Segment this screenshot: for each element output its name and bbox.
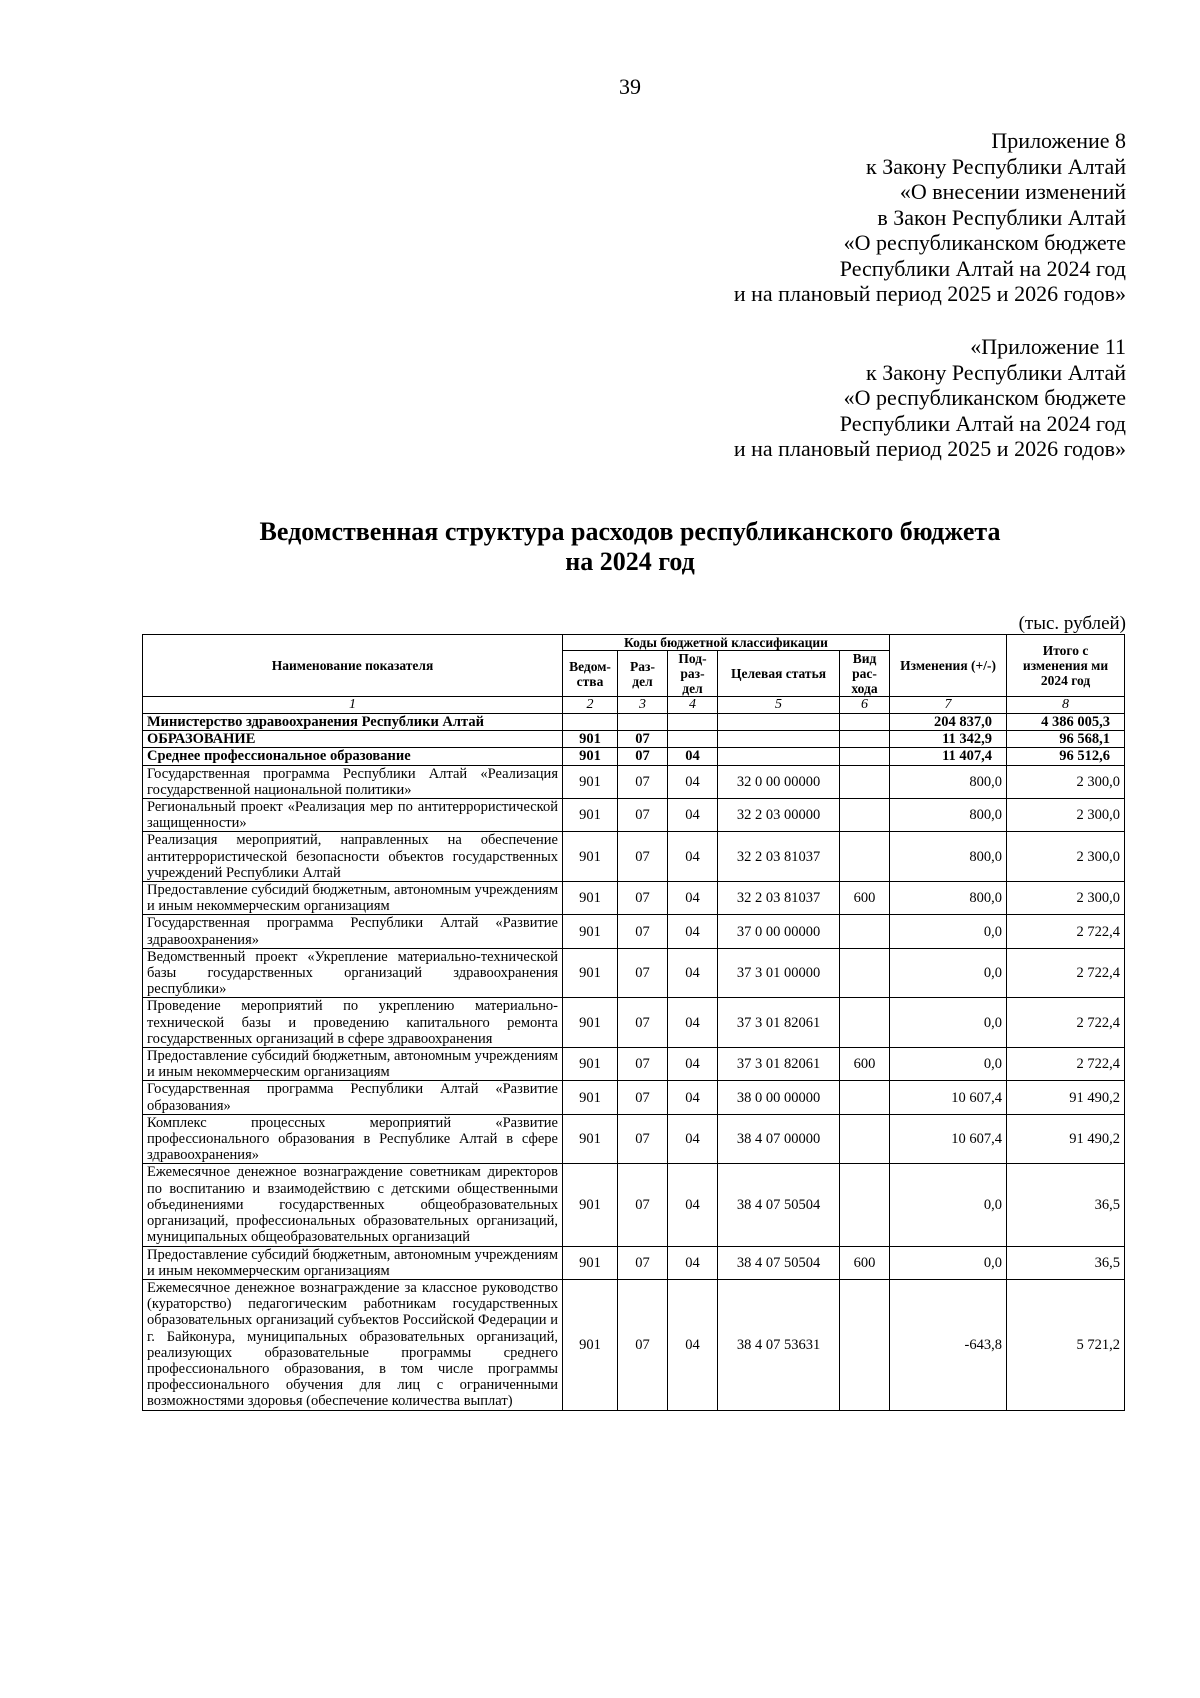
row-total-value: 5 721,2	[1007, 1279, 1125, 1410]
table-row	[143, 882, 1125, 915]
document-title	[0, 517, 1200, 577]
row-target-code: 37 0 00 00000	[718, 915, 840, 948]
title-line-1: Ведомственная структура расходов республиканского бюджета	[259, 517, 1001, 546]
row-dept-code: 901	[563, 832, 618, 882]
header-subsection: Под-раз-дел	[668, 651, 718, 697]
original-appendix-header	[734, 334, 1126, 462]
row-total-value: 2 300,0	[1007, 765, 1125, 798]
row-expense-type-code: 600	[840, 1246, 890, 1279]
row-subsection-code: 04	[668, 1114, 718, 1164]
row-subsection-code: 04	[668, 1164, 718, 1246]
row-section-code: 07	[618, 1246, 668, 1279]
row-change-value: -643,8	[890, 1279, 1007, 1410]
row-subsection-code: 04	[668, 998, 718, 1048]
column-number: 2	[563, 697, 618, 714]
row-dept-code: 901	[563, 1279, 618, 1410]
row-change-value: 0,0	[890, 998, 1007, 1048]
row-subsection-code: 04	[668, 765, 718, 798]
table-row	[143, 832, 1125, 882]
row-total-value: 2 722,4	[1007, 1048, 1125, 1081]
row-section-code: 07	[618, 832, 668, 882]
row-name: Ведомственный проект «Укрепление материально-технической базы государственных организаций здравоохранения республики»	[143, 948, 563, 998]
table-row	[143, 1279, 1125, 1410]
row-section-code: 07	[618, 998, 668, 1048]
table-row	[143, 1048, 1125, 1081]
appendix-line: «О внесении изменений	[899, 179, 1126, 204]
row-name: Комплекс процессных мероприятий «Развитие профессионального образования в Республике Алтай в сфере здравоохранения»	[143, 1114, 563, 1164]
row-expense-type-code: 600	[840, 882, 890, 915]
row-subsection-code: 04	[668, 799, 718, 832]
row-subsection-code: 04	[668, 882, 718, 915]
row-total-value: 2 722,4	[1007, 915, 1125, 948]
row-name: Государственная программа Республики Алтай «Развитие здравоохранения»	[143, 915, 563, 948]
row-target-code	[718, 731, 840, 748]
row-dept-code: 901	[563, 1164, 618, 1246]
table-row	[143, 731, 1125, 748]
appendix-line: и на плановый период 2025 и 2026 годов»	[733, 436, 1126, 461]
row-section-code	[618, 714, 668, 731]
row-dept-code: 901	[563, 1246, 618, 1279]
row-target-code	[718, 748, 840, 765]
row-change-value: 10 607,4	[890, 1114, 1007, 1164]
row-target-code: 38 4 07 50504	[718, 1246, 840, 1279]
row-dept-code: 901	[563, 748, 618, 765]
row-target-code: 32 2 03 81037	[718, 832, 840, 882]
appendix-line: «Приложение 11	[970, 334, 1126, 359]
table-row	[143, 1081, 1125, 1114]
table-row	[143, 915, 1125, 948]
header-change: Изменения (+/-)	[890, 635, 1007, 697]
row-expense-type-code	[840, 915, 890, 948]
row-expense-type-code	[840, 748, 890, 765]
appendix-line: Приложение 8	[991, 128, 1126, 153]
table-row	[143, 998, 1125, 1048]
row-section-code: 07	[618, 1081, 668, 1114]
row-dept-code: 901	[563, 915, 618, 948]
header-section: Раз-дел	[618, 651, 668, 697]
row-section-code: 07	[618, 799, 668, 832]
row-target-code: 38 4 07 50504	[718, 1164, 840, 1246]
appendix-line: к Закону Республики Алтай	[866, 153, 1126, 179]
row-total-value: 91 490,2	[1007, 1114, 1125, 1164]
row-section-code: 07	[618, 915, 668, 948]
row-change-value: 10 607,4	[890, 1081, 1007, 1114]
row-change-value: 800,0	[890, 832, 1007, 882]
row-change-value: 0,0	[890, 1164, 1007, 1246]
row-change-value: 11 342,9	[890, 731, 1007, 748]
header-expense-type: Вид рас-хода	[840, 651, 890, 697]
row-change-value: 800,0	[890, 799, 1007, 832]
appendix-header	[734, 128, 1126, 307]
row-target-code: 38 4 07 53631	[718, 1279, 840, 1410]
table-row	[143, 799, 1125, 832]
row-name: Ежемесячное денежное вознаграждение советникам директоров по воспитанию и взаимодействию с детскими общественными объединениями государственных общеобразовательных организаций, профессиональных образовательных организаций, муниципальных общеобразовательных организаций	[143, 1164, 563, 1246]
appendix-line: «О республиканском бюджете	[843, 385, 1126, 410]
row-target-code: 37 3 01 00000	[718, 948, 840, 998]
column-number: 1	[143, 697, 563, 714]
row-subsection-code: 04	[668, 948, 718, 998]
row-total-value: 2 300,0	[1007, 832, 1125, 882]
header-codes: Коды бюджетной классификации	[563, 635, 890, 651]
row-name: Региональный проект «Реализация мер по антитеррористической защищенности»	[143, 799, 563, 832]
table-row	[143, 1164, 1125, 1246]
row-section-code: 07	[618, 748, 668, 765]
column-numbers-row	[143, 697, 1125, 714]
row-target-code: 37 3 01 82061	[718, 998, 840, 1048]
row-total-value: 96 512,6	[1007, 748, 1125, 765]
row-expense-type-code	[840, 832, 890, 882]
units-label: (тыс. рублей)	[1018, 613, 1126, 634]
row-expense-type-code	[840, 948, 890, 998]
row-name: Министерство здравоохранения Республики Алтай	[143, 714, 563, 731]
row-total-value: 36,5	[1007, 1164, 1125, 1246]
row-target-code: 32 0 00 00000	[718, 765, 840, 798]
column-number: 8	[1007, 697, 1125, 714]
appendix-line: Республики Алтай на 2024 год	[839, 255, 1126, 281]
header-dept: Ведом-ства	[563, 651, 618, 697]
column-number: 5	[718, 697, 840, 714]
row-total-value: 4 386 005,3	[1007, 714, 1125, 731]
row-section-code: 07	[618, 948, 668, 998]
row-expense-type-code	[840, 731, 890, 748]
row-name: Проведение мероприятий по укреплению материально-технической базы и проведению капитального ремонта государственных организаций в сфере здравоохранения	[143, 998, 563, 1048]
row-name: Среднее профессиональное образование	[143, 748, 563, 765]
row-expense-type-code	[840, 799, 890, 832]
row-expense-type-code: 600	[840, 1048, 890, 1081]
budget-table	[142, 634, 1125, 1411]
row-change-value: 0,0	[890, 1246, 1007, 1279]
row-name: Предоставление субсидий бюджетным, автономным учреждениям и иным некоммерческим организациям	[143, 1048, 563, 1081]
row-name: Предоставление субсидий бюджетным, автономным учреждениям и иным некоммерческим организациям	[143, 1246, 563, 1279]
table-row	[143, 1114, 1125, 1164]
row-section-code: 07	[618, 1279, 668, 1410]
appendix-line: в Закон Республики Алтай	[877, 204, 1126, 230]
row-target-code: 32 2 03 81037	[718, 882, 840, 915]
row-section-code: 07	[618, 882, 668, 915]
row-total-value: 96 568,1	[1007, 731, 1125, 748]
row-name: ОБРАЗОВАНИЕ	[143, 731, 563, 748]
row-name: Государственная программа Республики Алтай «Реализация государственной национальной политики»	[143, 765, 563, 798]
row-total-value: 91 490,2	[1007, 1081, 1125, 1114]
row-subsection-code: 04	[668, 915, 718, 948]
row-expense-type-code	[840, 1081, 890, 1114]
appendix-line: «О республиканском бюджете	[843, 230, 1126, 255]
row-section-code: 07	[618, 765, 668, 798]
row-total-value: 2 722,4	[1007, 948, 1125, 998]
table-row	[143, 948, 1125, 998]
row-dept-code	[563, 714, 618, 731]
row-section-code: 07	[618, 731, 668, 748]
header-name: Наименование показателя	[143, 635, 563, 697]
row-change-value: 800,0	[890, 882, 1007, 915]
row-total-value: 36,5	[1007, 1246, 1125, 1279]
row-subsection-code	[668, 731, 718, 748]
column-number: 6	[840, 697, 890, 714]
title-line-2: на 2024 год	[565, 547, 695, 576]
row-name: Ежемесячное денежное вознаграждение за классное руководство (кураторство) педагогическим работникам государственных образовательных организаций субъектов Российской Федерации и г. Байконура, муниципальных образовательных организаций, реализующих образовательные программы среднего профессионального образования, в том числе программы профессионального обучения для лиц с ограниченными возможностями здоровья (обеспечение количества выплат)	[143, 1279, 563, 1410]
appendix-line: и на плановый период 2025 и 2026 годов»	[733, 281, 1126, 306]
row-expense-type-code	[840, 1164, 890, 1246]
table-row	[143, 765, 1125, 798]
row-subsection-code: 04	[668, 1048, 718, 1081]
row-expense-type-code	[840, 765, 890, 798]
row-dept-code: 901	[563, 1048, 618, 1081]
row-section-code: 07	[618, 1164, 668, 1246]
row-dept-code: 901	[563, 948, 618, 998]
row-change-value: 0,0	[890, 948, 1007, 998]
row-dept-code: 901	[563, 765, 618, 798]
row-change-value: 11 407,4	[890, 748, 1007, 765]
row-name: Реализация мероприятий, направленных на обеспечение антитеррористической безопасности объектов государственных учреждений Республики Алтай	[143, 832, 563, 882]
row-expense-type-code	[840, 1114, 890, 1164]
table-row	[143, 714, 1125, 731]
row-total-value: 2 300,0	[1007, 799, 1125, 832]
column-number: 4	[668, 697, 718, 714]
header-total: Итого с изменения ми 2024 год	[1007, 635, 1125, 697]
row-section-code: 07	[618, 1048, 668, 1081]
row-dept-code: 901	[563, 998, 618, 1048]
column-number: 3	[618, 697, 668, 714]
table-body	[143, 714, 1125, 1411]
row-expense-type-code	[840, 1279, 890, 1410]
row-dept-code: 901	[563, 1114, 618, 1164]
row-target-code: 32 2 03 00000	[718, 799, 840, 832]
row-total-value: 2 722,4	[1007, 998, 1125, 1048]
row-name: Предоставление субсидий бюджетным, автономным учреждениям и иным некоммерческим организациям	[143, 882, 563, 915]
row-target-code: 38 0 00 00000	[718, 1081, 840, 1114]
row-section-code: 07	[618, 1114, 668, 1164]
row-target-code: 37 3 01 82061	[718, 1048, 840, 1081]
row-change-value: 0,0	[890, 915, 1007, 948]
row-target-code	[718, 714, 840, 731]
row-name: Государственная программа Республики Алтай «Развитие образования»	[143, 1081, 563, 1114]
column-number: 7	[890, 697, 1007, 714]
row-change-value: 0,0	[890, 1048, 1007, 1081]
row-subsection-code: 04	[668, 832, 718, 882]
row-target-code: 38 4 07 00000	[718, 1114, 840, 1164]
row-dept-code: 901	[563, 1081, 618, 1114]
row-subsection-code: 04	[668, 1279, 718, 1410]
row-subsection-code: 04	[668, 748, 718, 765]
row-subsection-code: 04	[668, 1246, 718, 1279]
page-number: 39	[619, 74, 641, 99]
appendix-line: к Закону Республики Алтай	[866, 359, 1126, 385]
row-total-value: 2 300,0	[1007, 882, 1125, 915]
row-dept-code: 901	[563, 882, 618, 915]
header-target: Целевая статья	[718, 651, 840, 697]
appendix-line: Республики Алтай на 2024 год	[839, 410, 1126, 436]
row-subsection-code: 04	[668, 1081, 718, 1114]
row-expense-type-code	[840, 998, 890, 1048]
table-row	[143, 748, 1125, 765]
row-subsection-code	[668, 714, 718, 731]
row-change-value: 204 837,0	[890, 714, 1007, 731]
row-dept-code: 901	[563, 799, 618, 832]
row-change-value: 800,0	[890, 765, 1007, 798]
table-row	[143, 1246, 1125, 1279]
row-expense-type-code	[840, 714, 890, 731]
row-dept-code: 901	[563, 731, 618, 748]
